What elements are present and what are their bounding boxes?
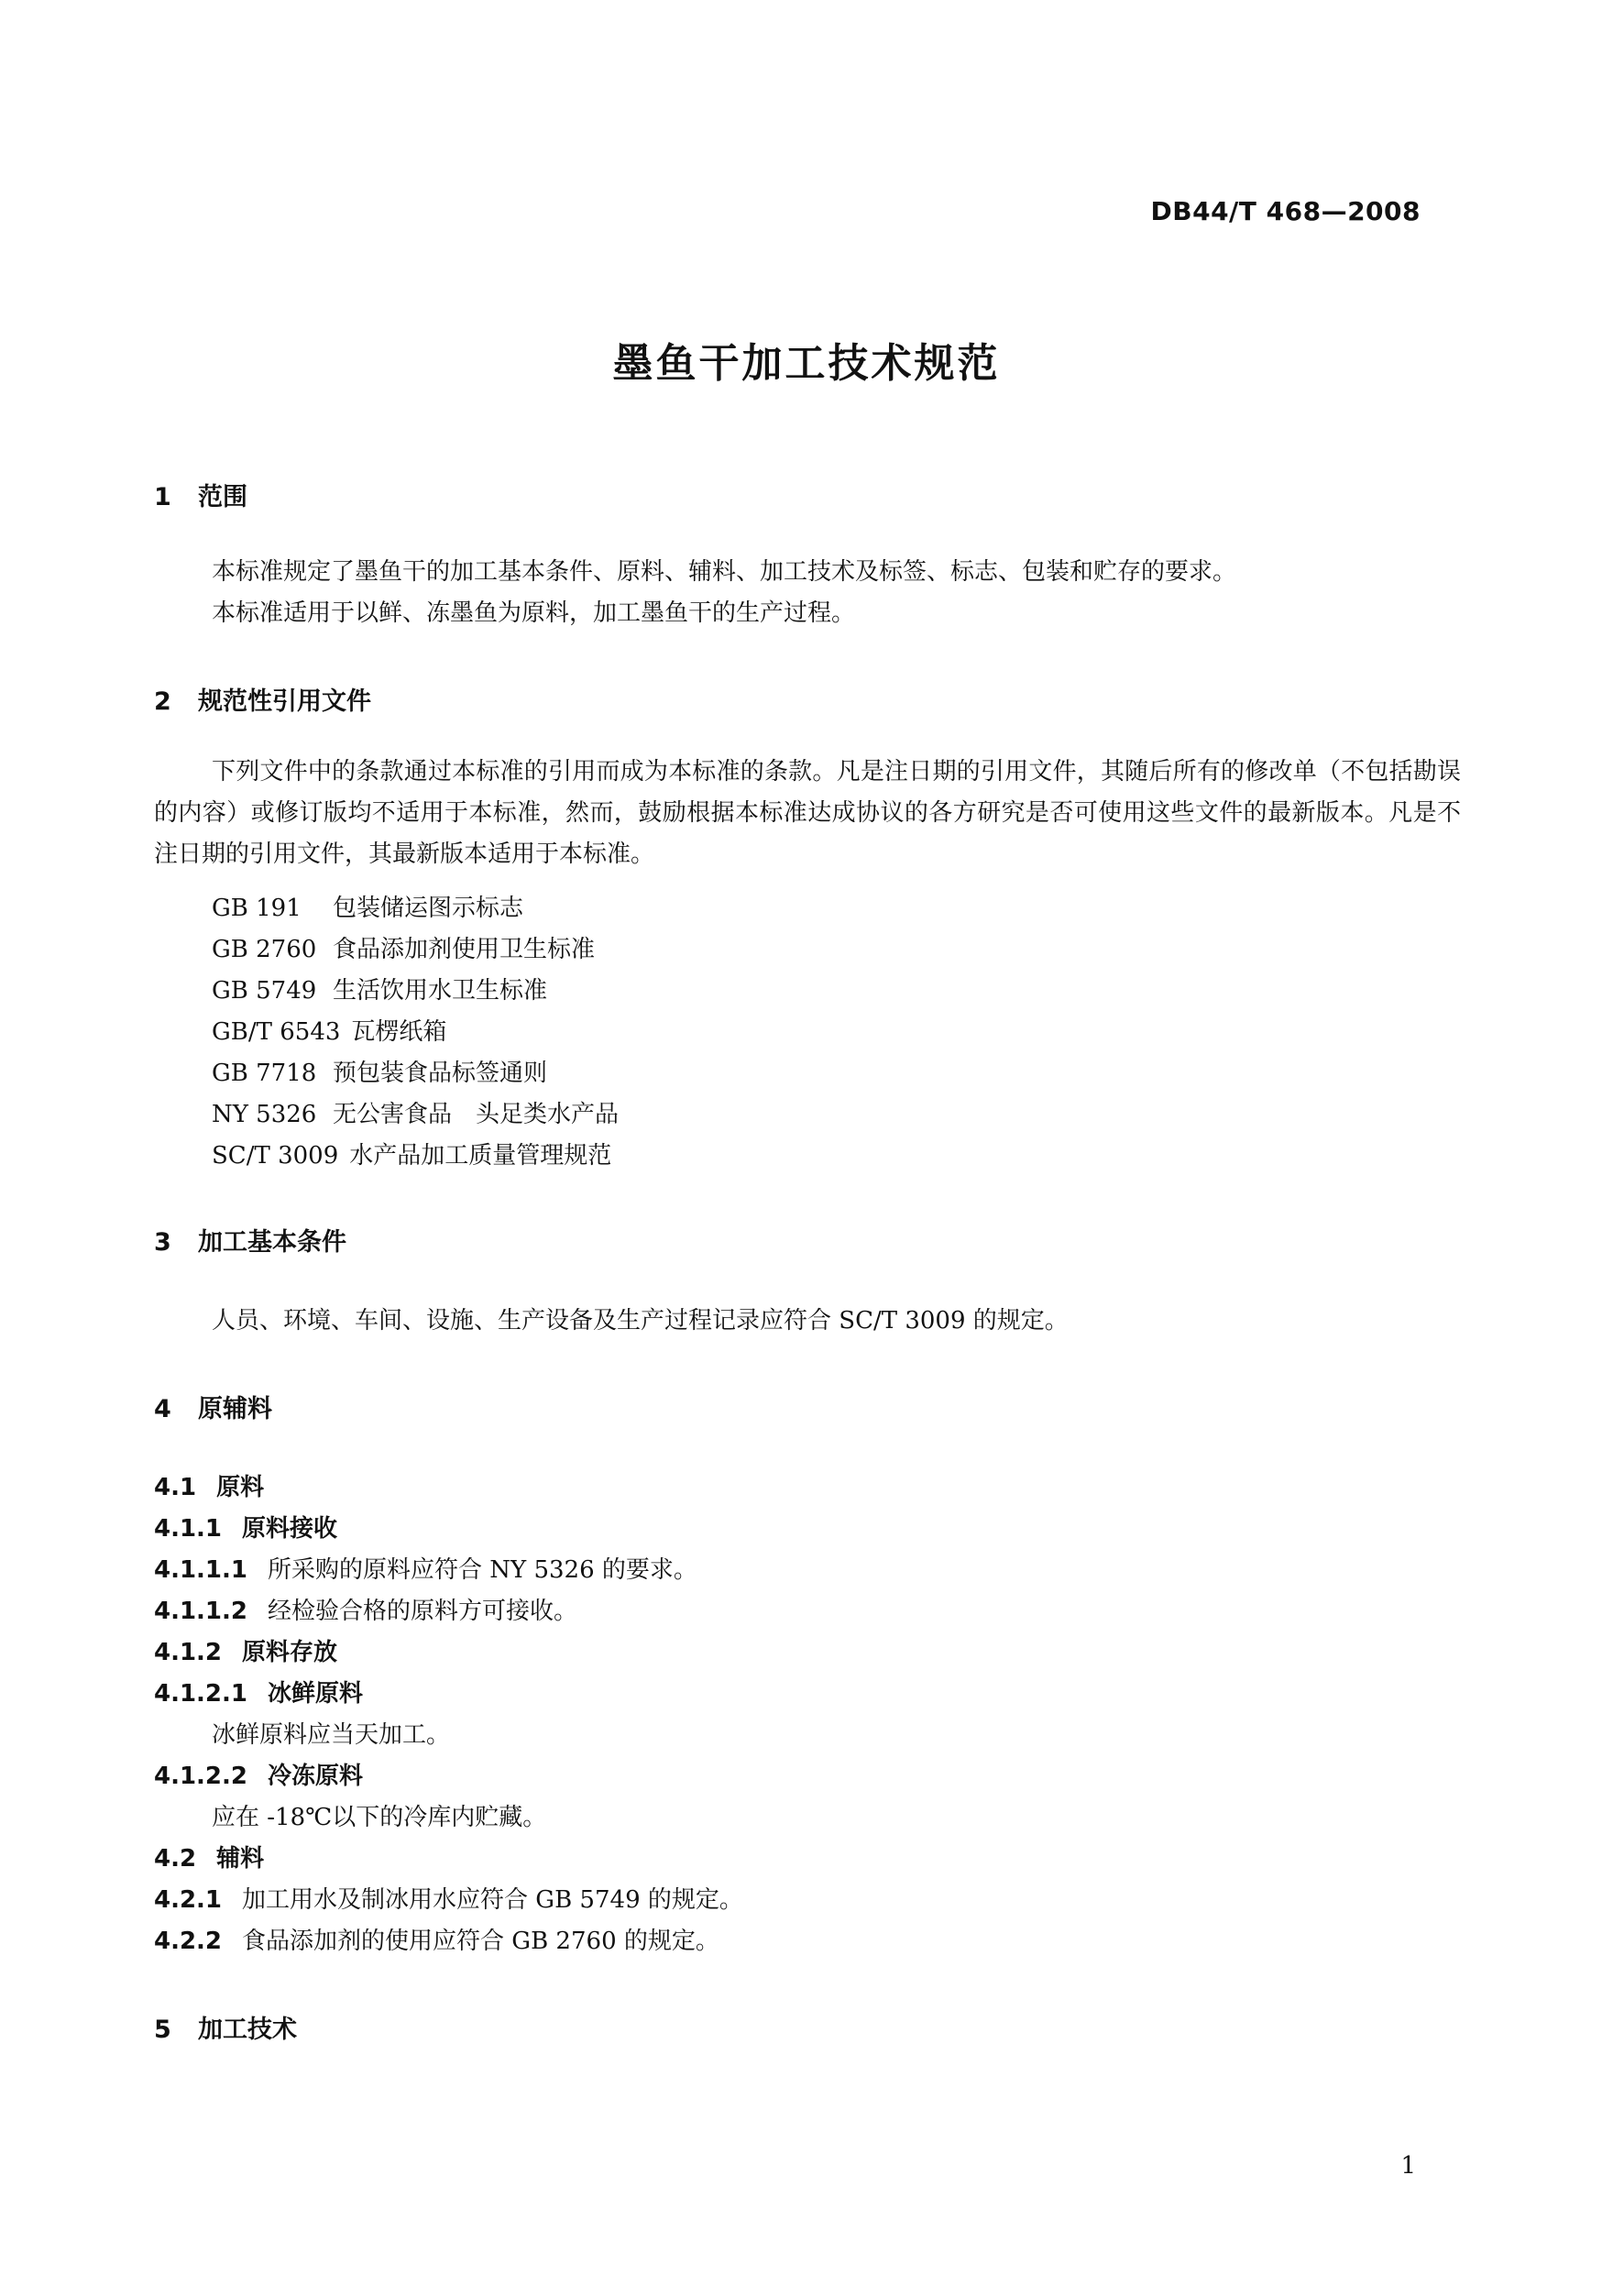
- section-title: 规范性引用文件: [198, 687, 371, 716]
- section-title: 原辅料: [198, 1395, 272, 1423]
- reference-title: 预包装食品标签通则: [333, 1060, 548, 1087]
- reference-item: [212, 1137, 611, 1170]
- reference-title: 瓦楞纸箱: [351, 1018, 447, 1046]
- section-number: 4: [154, 1395, 171, 1423]
- reference-item: [212, 930, 595, 964]
- clause-number: 4.1.2: [154, 1639, 223, 1666]
- standard-code: DB44/T 468—2008: [1150, 196, 1421, 226]
- reference-code: NY 5326: [212, 1101, 317, 1128]
- clause-4-2-1: [154, 1881, 743, 1915]
- reference-code: GB 2760: [212, 936, 317, 963]
- references-intro-paragraph: 下列文件中的条款通过本标准的引用而成为本标准的条款。凡是注日期的引用文件，其随后所有的修改单（不包括勘误的内容）或修订版均不适用于本标准，然而，鼓励根据本标准达成协议的各方研究是否可使用这些文件的最新版本。凡是不注日期的引用文件，其最新版本适用于本标准。: [154, 758, 1461, 868]
- reference-code: SC/T 3009: [212, 1142, 339, 1170]
- clause-4-1-2-1-heading: [154, 1675, 363, 1708]
- reference-title: 水产品加工质量管理规范: [349, 1142, 612, 1170]
- clause-title: 冰鲜原料: [268, 1680, 364, 1708]
- reference-code: GB/T 6543: [212, 1018, 341, 1046]
- clause-number: 4.1: [154, 1474, 197, 1501]
- reference-item: [212, 1095, 619, 1129]
- clause-text: 加工用水及制冰用水应符合 GB 5749 的规定。: [242, 1886, 743, 1914]
- section-5-heading: [154, 2009, 297, 2045]
- reference-item: [212, 1013, 446, 1047]
- section-title: 加工技术: [198, 2016, 297, 2044]
- section-3-text: 人员、环境、车间、设施、生产设备及生产过程记录应符合 SC/T 3009 的规定。: [212, 1307, 1069, 1335]
- clause-number: 4.1.2.2: [154, 1763, 247, 1790]
- reference-title: 食品添加剂使用卫生标准: [333, 936, 596, 963]
- section-4-heading: [154, 1389, 272, 1424]
- clause-text: 经检验合格的原料方可接收。: [268, 1598, 578, 1625]
- reference-code: GB 191: [212, 895, 302, 922]
- section-number: 1: [154, 483, 171, 511]
- scope-paragraph: 本标准规定了墨鱼干的加工基本条件、原料、辅料、加工技术及标签、标志、包装和贮存的要求。: [212, 558, 1237, 586]
- clause-4-2-heading: [154, 1840, 264, 1873]
- clause-title: 辅料: [216, 1845, 265, 1873]
- clause-4-1-1-2: [154, 1592, 577, 1626]
- clause-number: 4.1.1.2: [154, 1598, 247, 1625]
- section-3-heading: [154, 1222, 346, 1258]
- reference-item: [212, 1054, 547, 1088]
- clause-4-1-2-1-text: 冰鲜原料应当天加工。: [212, 1721, 451, 1749]
- section-number: 5: [154, 2016, 171, 2044]
- clause-number: 4.1.1: [154, 1515, 223, 1543]
- clause-title: 原料存放: [242, 1639, 338, 1666]
- scope-paragraph: 本标准适用于以鲜、冻墨鱼为原料，加工墨鱼干的生产过程。: [212, 599, 856, 627]
- clause-title: 原料: [216, 1474, 265, 1501]
- reference-code: GB 5749: [212, 977, 317, 1005]
- clause-number: 4.1.2.1: [154, 1680, 247, 1708]
- section-title: 加工基本条件: [198, 1228, 346, 1257]
- reference-title: 包装储运图示标志: [333, 895, 524, 922]
- reference-item: [212, 889, 523, 923]
- clause-4-1-2-2-text: 应在 -18℃以下的冷库内贮藏。: [212, 1804, 547, 1831]
- section-number: 2: [154, 687, 171, 716]
- section-number: 3: [154, 1228, 171, 1257]
- reference-code: GB 7718: [212, 1060, 317, 1087]
- clause-text: 食品添加剂的使用应符合 GB 2760 的规定。: [242, 1928, 719, 1955]
- section-2-heading: [154, 681, 371, 717]
- section-title: 范围: [198, 483, 247, 511]
- clause-number: 4.2.2: [154, 1928, 223, 1955]
- clause-title: 冷冻原料: [268, 1763, 364, 1790]
- reference-title: 生活饮用水卫生标准: [333, 977, 548, 1005]
- section-1-heading: [154, 477, 247, 512]
- clause-4-1-1-heading: [154, 1510, 337, 1543]
- reference-item: [212, 972, 547, 1005]
- clause-4-2-2: [154, 1922, 719, 1956]
- clause-4-1-2-heading: [154, 1633, 337, 1667]
- clause-4-1-2-2-heading: [154, 1757, 363, 1791]
- page-number: 1: [1400, 2152, 1416, 2180]
- reference-title: 无公害食品 头足类水产品: [333, 1101, 620, 1128]
- document-title: 墨鱼干加工技术规范: [612, 340, 1001, 387]
- clause-text: 所采购的原料应符合 NY 5326 的要求。: [268, 1556, 697, 1584]
- clause-4-1-1-1: [154, 1551, 697, 1585]
- clause-number: 4.2: [154, 1845, 197, 1873]
- clause-title: 原料接收: [242, 1515, 338, 1543]
- clause-4-1-heading: [154, 1468, 264, 1502]
- clause-number: 4.1.1.1: [154, 1556, 247, 1584]
- clause-number: 4.2.1: [154, 1886, 223, 1914]
